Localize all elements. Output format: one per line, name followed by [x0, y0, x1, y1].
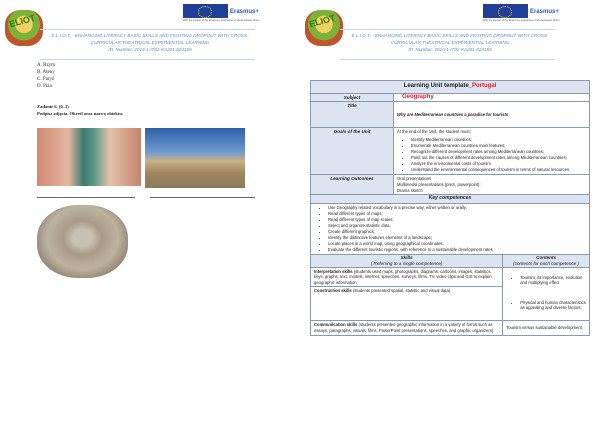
- answer-line: [150, 197, 255, 198]
- key-competences-list: • Use Geography related vocabulary in a precise way, either written or orally. • Read different types of maps; • Read different types of map scales; • Select and organize statistic data; • Create different graphics; • Identify the distinctive features elements of a landscape; • Locate places in a world map, using geographical coordinates; • Evaluate the different touristic regions, with reference to a sustainable development rates: [311, 203, 590, 255]
- eliot-logo: ELIOT: [305, 10, 343, 46]
- answer-line: [37, 197, 135, 198]
- learning-unit-table: [310, 80, 590, 336]
- divider: [40, 29, 255, 30]
- skills-header: Skills ( Referring to a single competence): [311, 255, 503, 267]
- subject-value: Geography: [394, 93, 590, 102]
- eu-flag-icon: [183, 4, 228, 18]
- goals-label: Goals of the Unit: [311, 128, 394, 175]
- title-label: Title: [311, 102, 394, 128]
- erasmus-label: Erasmus+: [230, 9, 259, 15]
- title-value: Why are Mediterranean countries a paradise for tourists: [394, 102, 590, 128]
- erasmus-label: Erasmus+: [530, 9, 559, 15]
- skill-interpretation: Interpretation skills (students used maps, photographs, diagrams, cartoons, images, statistics, keys, graphs, text, models, internet, speeches, surveys, films, TV, video clips and GIS to explain geographic information: [311, 267, 503, 287]
- contents-header: Contents (contents for each competence ): [503, 255, 590, 267]
- page-right: [300, 0, 600, 424]
- content-sustainable: Tourism versus sustainable development;: [503, 321, 590, 335]
- project-header: E.L.I.O.T. - ENHANCING LITERACY BASIC SKILLS AND FIGHTING DROPOUT WITH CROSS- CURRICULAR THEATRICAL EXPERIENTIAL LEARNING ID. Number: 2016-1-IT02-KA201-024155: [51, 33, 249, 52]
- divider: [340, 29, 555, 30]
- project-header: E.L.I.O.T. - ENHANCING LITERACY BASIC SKILLS AND FIGHTING DROPOUT WITH CROSS- CURRICULAR THEATRICAL EXPERIENTIAL LEARNING ID. Number: 2016-1-IT02-KA201-024155: [351, 33, 549, 52]
- contents-cell: • Tourism, its importance, evolution and multiplying effect • Physical and human characteristics as appealing and diverse factors;: [503, 267, 590, 321]
- key-competences-label: Key competences: [311, 195, 590, 204]
- table-title: Learning Unit template_Portugal: [311, 81, 590, 94]
- erasmus-sub: With the support of the Erasmus+ programme of the European Union: [483, 19, 560, 22]
- eu-flag-icon: [483, 4, 528, 18]
- skill-construction: Construction skills (students presented spatial, statistic and visual data).: [311, 287, 503, 321]
- task: Zadanie 6. (0–1) Podpisz zdjęcia. Określ oraz nazwę obiektu.: [37, 104, 124, 116]
- eliot-logo: ELIOT: [5, 10, 43, 46]
- outcomes-label: Learning Outcomes: [311, 175, 394, 195]
- outcomes-cell: Oral presentations Multimedia presentations (prezi, powerpoint); Drama sketch: [394, 175, 590, 195]
- answer-options: [37, 62, 55, 90]
- erasmus-sub: With the support of the Erasmus+ programme of the European Union: [183, 19, 260, 22]
- venice-photo: [37, 128, 141, 186]
- option: C. Paryż: [37, 77, 55, 82]
- subject-label: Subject: [311, 93, 394, 102]
- option: D. Piza: [37, 84, 52, 89]
- option: A. Rzym: [37, 63, 56, 68]
- option: B. Ateny: [37, 70, 55, 75]
- skill-communication: Communication skills (students presented geographic information in a variety of forms such as essays, paragraphs, visuals, films, PowerPoint presentations, speeches, and graphic organizers).: [311, 321, 503, 335]
- acropolis-photo: [145, 128, 245, 188]
- vatican-photo: [37, 205, 128, 278]
- divider: [40, 59, 255, 60]
- goals-cell: At the end of the Unit, the student must: • Identify Mediterranean countries; • Enumerate Mediterranean countries main features; • Recognize different development rates among Mediterranean countries; • Point out the causes of different development rates among Mediterranean countries; • Analyze the environmental costs of tourism • Understand the environmental consequences of tourism in terms of natural resources: [394, 128, 590, 175]
- divider: [340, 59, 555, 60]
